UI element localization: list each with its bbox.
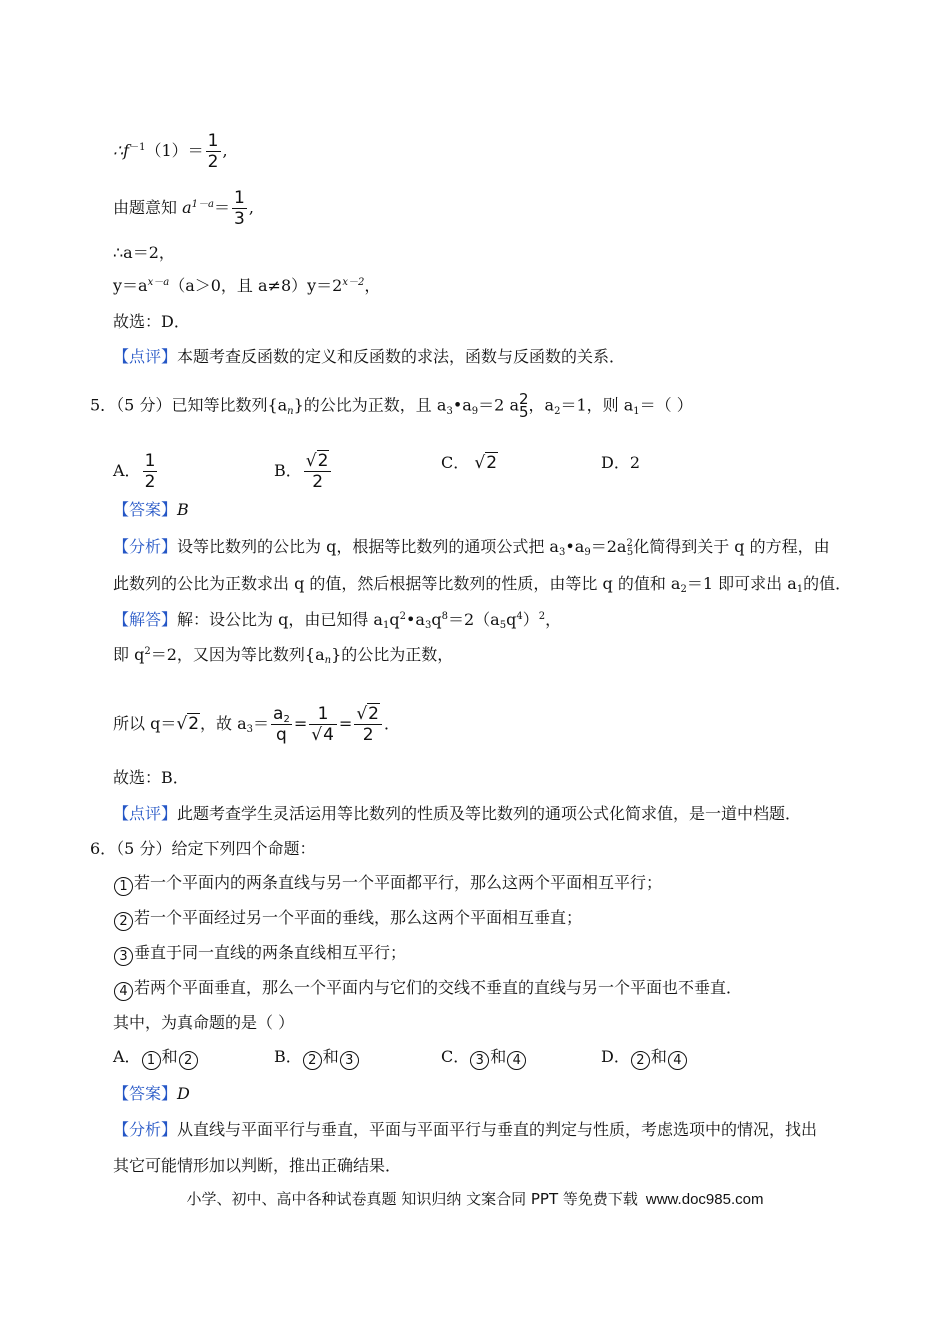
q6-option-c[interactable]: C． 3 和 4 bbox=[441, 1045, 527, 1070]
q6-proposition-2: 2 若一个平面经过另一个平面的垂线，那么这两个平面相互垂直； bbox=[113, 906, 582, 931]
q5-analysis-line-2: 此数列的公比为正数求出 q 的值，然后根据等比数列的性质，由等比 q 的值和 $a_2=1$ 即可求出 $a_1$的值． bbox=[113, 574, 852, 595]
q5-solution-line-3: 所以 q＝√2，故 $a_3=$ $\frac{a_2}{q}$ = $\frac{1}{√4}$ = $\frac{√2}{2}$ ． bbox=[113, 704, 401, 745]
page-footer: 小学、初中、高中各种试卷真题 知识归纳 文案合同 PPT 等免费下载 www.doc985.com bbox=[186, 1190, 764, 1208]
q6-analysis-line-2: 其它可能情形加以判断，推出正确结果． bbox=[113, 1156, 402, 1175]
q6-option-d[interactable]: D． 2 和 4 bbox=[601, 1045, 688, 1070]
fraction: $\frac{1}{3}$ bbox=[234, 188, 245, 229]
question-6-stem: 6．（5 分）给定下列四个命题： bbox=[90, 839, 316, 858]
choose-line: 故选：D． bbox=[113, 312, 190, 331]
question-5-stem: 5．（5 分）已知等比数列$\{a_n\}$的公比为正数，且 $a_3•a_9=2$ a 2 5 ，$a_2=1$，则 $a_1=$（ ） bbox=[90, 390, 693, 421]
q6-proposition-3: 3 垂直于同一直线的两条直线相互平行； bbox=[113, 941, 406, 966]
q5-option-a[interactable]: A． $\frac{1}{2}$ bbox=[113, 451, 156, 492]
answer-tag: 【答案】 bbox=[113, 1084, 178, 1103]
solution-line-a-value: ∴a＝2， bbox=[113, 243, 175, 262]
solution-line-function: $y=a^{x-a}(a>0$，且 $a\ne 8)y=2^{x-2}$， bbox=[113, 276, 381, 295]
analysis-tag: 【分析】 bbox=[113, 537, 178, 556]
comment-tag: 【点评】 bbox=[113, 347, 178, 366]
q5-analysis-line-1: 【分析】设等比数列的公比为 q，根据等比数列的通项公式把 $a_3•a_9=2a^2_5$化简得到关于 q 的方程，由 bbox=[113, 537, 830, 558]
q5-choose: 故选：B． bbox=[113, 768, 189, 787]
q6-proposition-4: 4 若两个平面垂直，那么一个平面内与它们的交线不垂直的直线与另一个平面也不垂直． bbox=[113, 976, 742, 1001]
footer-link[interactable]: www.doc985.com bbox=[645, 1191, 764, 1208]
q6-question: 其中，为真命题的是（ ） bbox=[113, 1013, 295, 1032]
q5-comment: 【点评】此题考查学生灵活运用等比数列的性质及等比数列的通项公式化简求值，是一道中档题． bbox=[113, 804, 802, 823]
solution-line-f-inverse: $\therefore f^{-1}(1)=$ $\frac{1}{2}$ , bbox=[113, 131, 228, 172]
q6-analysis-line-1: 【分析】从直线与平面平行与垂直，平面与平面平行与垂直的判定与性质，考虑选项中的情况，找出 bbox=[113, 1120, 818, 1139]
q6-option-b[interactable]: B． 2 和 3 bbox=[274, 1045, 360, 1070]
circled-number-icon: 2 bbox=[114, 912, 133, 931]
q5-option-c[interactable]: C． √2 bbox=[441, 453, 498, 473]
answer-tag: 【答案】 bbox=[113, 500, 178, 519]
q5-solution-line-2: 即 $q^2=2$，又因为等比数列$\{a_n\}$的公比为正数， bbox=[113, 645, 454, 666]
comment-line: 【点评】本题考查反函数的定义和反函数的求法，函数与反函数的关系． bbox=[113, 347, 626, 366]
q5-solution-line-1: 【解答】解：设公比为 q，由已知得 $a_1q^2•a_3q^8=2(a_5q^4)^2$， bbox=[113, 610, 562, 631]
circled-number-icon: 1 bbox=[114, 877, 133, 896]
circled-number-icon: 3 bbox=[114, 947, 133, 966]
fraction: $\frac{1}{2}$ bbox=[207, 131, 219, 172]
comment-tag: 【点评】 bbox=[113, 804, 178, 823]
q5-answer: 【答案】B bbox=[113, 500, 189, 519]
solution-tag: 【解答】 bbox=[113, 610, 178, 629]
q5-option-d[interactable]: D．2 bbox=[601, 453, 641, 472]
q6-option-a[interactable]: A． 1 和 2 bbox=[113, 1045, 199, 1070]
circled-number-icon: 4 bbox=[114, 982, 133, 1001]
solution-line-a-power: 由题意知 $a^{1-a}=$ $\frac{1}{3}$ , bbox=[113, 188, 254, 229]
q6-answer: 【答案】D bbox=[113, 1084, 190, 1103]
q6-proposition-1: 1 若一个平面内的两条直线与另一个平面都平行，那么这两个平面相互平行； bbox=[113, 871, 662, 896]
analysis-tag: 【分析】 bbox=[113, 1120, 178, 1139]
q5-option-b[interactable]: B． $\frac{√2}{2}$ bbox=[274, 451, 333, 492]
